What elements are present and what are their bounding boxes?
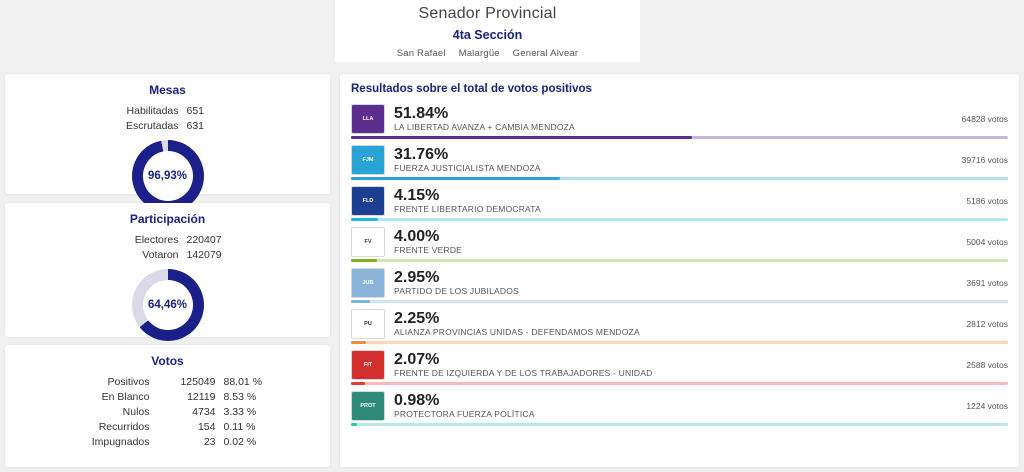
- votos-pct-enblanco: 8.53 %: [223, 391, 257, 403]
- section-label: 4ta Sección: [452, 28, 523, 42]
- results-title: Resultados sobre el total de votos positivos: [351, 83, 592, 95]
- participacion-card: [5, 203, 330, 337]
- votos-row-impugnados: [5, 435, 330, 450]
- mesas-label-habilitadas: Habilitadas: [126, 105, 179, 117]
- mesas-label-escrutadas: Escrutadas: [125, 120, 179, 132]
- result-bar: [351, 341, 1008, 344]
- result-vote-count: 39716 votos: [961, 155, 1008, 165]
- result-vote-count: 3691 votos: [966, 278, 1008, 288]
- party-name: FRENTE DE IZQUIERDA Y DE LOS TRABAJADORES - UNIDAD: [394, 368, 653, 378]
- party-logo-icon: FLD: [351, 186, 385, 216]
- department-3: General Alvear: [512, 48, 579, 59]
- results-list: [340, 101, 1019, 429]
- party-logo-icon: LLA: [351, 104, 385, 134]
- party-logo-icon: FJM: [351, 145, 385, 175]
- party-name: FUERZA JUSTICIALISTA MENDOZA: [394, 163, 541, 173]
- votos-label-nulos: Nulos: [122, 406, 150, 418]
- mesas-donut-label: 96,93%: [143, 151, 193, 201]
- votos-label-enblanco: En Blanco: [101, 391, 150, 403]
- mesas-value-habilitadas: 651: [186, 105, 205, 117]
- result-percentage: 31.76%: [394, 146, 449, 163]
- participacion-label-votaron: Votaron: [142, 249, 179, 261]
- result-row[interactable]: [340, 101, 1019, 142]
- votos-card: [5, 345, 330, 467]
- result-bar-fill: [351, 423, 357, 426]
- department-2: Malargüe: [458, 48, 500, 59]
- result-bar: [351, 218, 1008, 221]
- result-bar: [351, 136, 1008, 139]
- results-panel: [340, 74, 1019, 467]
- result-row[interactable]: [340, 306, 1019, 347]
- department-1: San Rafael: [396, 48, 446, 59]
- participacion-label-electores: Electores: [134, 234, 179, 246]
- participacion-donut-label: 64,46%: [143, 280, 193, 330]
- votos-row-recurridos: [5, 420, 330, 435]
- mesas-donut-wrap: [5, 140, 330, 212]
- result-bar: [351, 423, 1008, 426]
- result-row[interactable]: [340, 265, 1019, 306]
- party-name: PROTECTORA FUERZA POLÍTICA: [394, 409, 535, 419]
- result-bar-fill: [351, 382, 365, 385]
- votos-row-positivos: [5, 375, 330, 390]
- mesas-stats: [5, 104, 330, 134]
- votos-value-positivos: 125049: [180, 376, 216, 388]
- result-row[interactable]: [340, 183, 1019, 224]
- mesas-row-escrutadas: [5, 119, 330, 134]
- result-bar-fill: [351, 341, 366, 344]
- result-bar: [351, 259, 1008, 262]
- party-name: PARTIDO DE LOS JUBILADOS: [394, 286, 519, 296]
- result-percentage: 2.07%: [394, 351, 440, 368]
- participacion-stats: [5, 233, 330, 263]
- result-row[interactable]: [340, 142, 1019, 183]
- votos-label-positivos: Positivos: [107, 376, 150, 388]
- votos-row-enblanco: [5, 390, 330, 405]
- result-vote-count: 2588 votos: [966, 360, 1008, 370]
- participacion-value-electores: 220407: [186, 234, 222, 246]
- votos-title: Votos: [151, 354, 184, 368]
- result-bar-fill: [351, 259, 377, 262]
- participacion-donut-chart: [132, 269, 204, 341]
- page-title: Senador Provincial: [418, 5, 557, 22]
- participacion-row-votaron: [5, 248, 330, 263]
- votos-pct-positivos: 88.01 %: [223, 376, 263, 388]
- mesas-title: Mesas: [149, 83, 186, 97]
- party-name: ALIANZA PROVINCIAS UNIDAS - DEFENDAMOS MENDOZA: [394, 327, 640, 337]
- result-bar-fill: [351, 300, 370, 303]
- result-percentage: 4.00%: [394, 228, 440, 245]
- result-vote-count: 5004 votos: [966, 237, 1008, 247]
- participacion-title: Participación: [129, 212, 206, 226]
- party-name: FRENTE LIBERTARIO DEMOCRATA: [394, 204, 541, 214]
- party-logo-icon: JUB: [351, 268, 385, 298]
- votos-pct-recurridos: 0.11 %: [223, 421, 256, 433]
- votos-value-recurridos: 154: [197, 421, 216, 433]
- votos-label-recurridos: Recurridos: [98, 421, 150, 433]
- participacion-donut-wrap: [5, 269, 330, 341]
- departments-list: [335, 48, 640, 59]
- mesas-value-escrutadas: 631: [186, 120, 205, 132]
- result-bar: [351, 382, 1008, 385]
- votos-value-nulos: 4734: [192, 406, 216, 418]
- result-percentage: 4.15%: [394, 187, 440, 204]
- party-logo-icon: FIT: [351, 350, 385, 380]
- page-header: [335, 0, 640, 62]
- result-vote-count: 64828 votos: [961, 114, 1008, 124]
- mesas-card: [5, 74, 330, 194]
- result-vote-count: 1224 votos: [966, 401, 1008, 411]
- party-logo-icon: PU: [351, 309, 385, 339]
- party-logo-icon: PROT: [351, 391, 385, 421]
- result-bar: [351, 300, 1008, 303]
- party-name: LA LIBERTAD AVANZA + CAMBIA MENDOZA: [394, 122, 575, 132]
- result-bar-fill: [351, 218, 378, 221]
- result-row[interactable]: [340, 347, 1019, 388]
- result-bar-fill: [351, 136, 692, 139]
- votos-label-impugnados: Impugnados: [91, 436, 150, 448]
- result-bar-fill: [351, 177, 560, 180]
- party-logo-icon: FV: [351, 227, 385, 257]
- participacion-row-electores: [5, 233, 330, 248]
- result-percentage: 0.98%: [394, 392, 440, 409]
- result-row[interactable]: [340, 388, 1019, 429]
- mesas-donut-chart: [132, 140, 204, 212]
- votos-pct-impugnados: 0.02 %: [223, 436, 257, 448]
- participacion-value-votaron: 142079: [186, 249, 222, 261]
- votos-row-nulos: [5, 405, 330, 420]
- result-percentage: 2.95%: [394, 269, 440, 286]
- result-vote-count: 5186 votos: [966, 196, 1008, 206]
- party-name: FRENTE VERDE: [394, 245, 463, 255]
- result-percentage: 2.25%: [394, 310, 440, 327]
- result-percentage: 51.84%: [394, 105, 449, 122]
- result-vote-count: 2812 votos: [966, 319, 1008, 329]
- votos-value-enblanco: 12119: [187, 391, 216, 403]
- votos-stats: [5, 375, 330, 450]
- result-bar: [351, 177, 1008, 180]
- mesas-row-habilitadas: [5, 104, 330, 119]
- result-row[interactable]: [340, 224, 1019, 265]
- votos-pct-nulos: 3.33 %: [223, 406, 257, 418]
- votos-value-impugnados: 23: [203, 436, 216, 448]
